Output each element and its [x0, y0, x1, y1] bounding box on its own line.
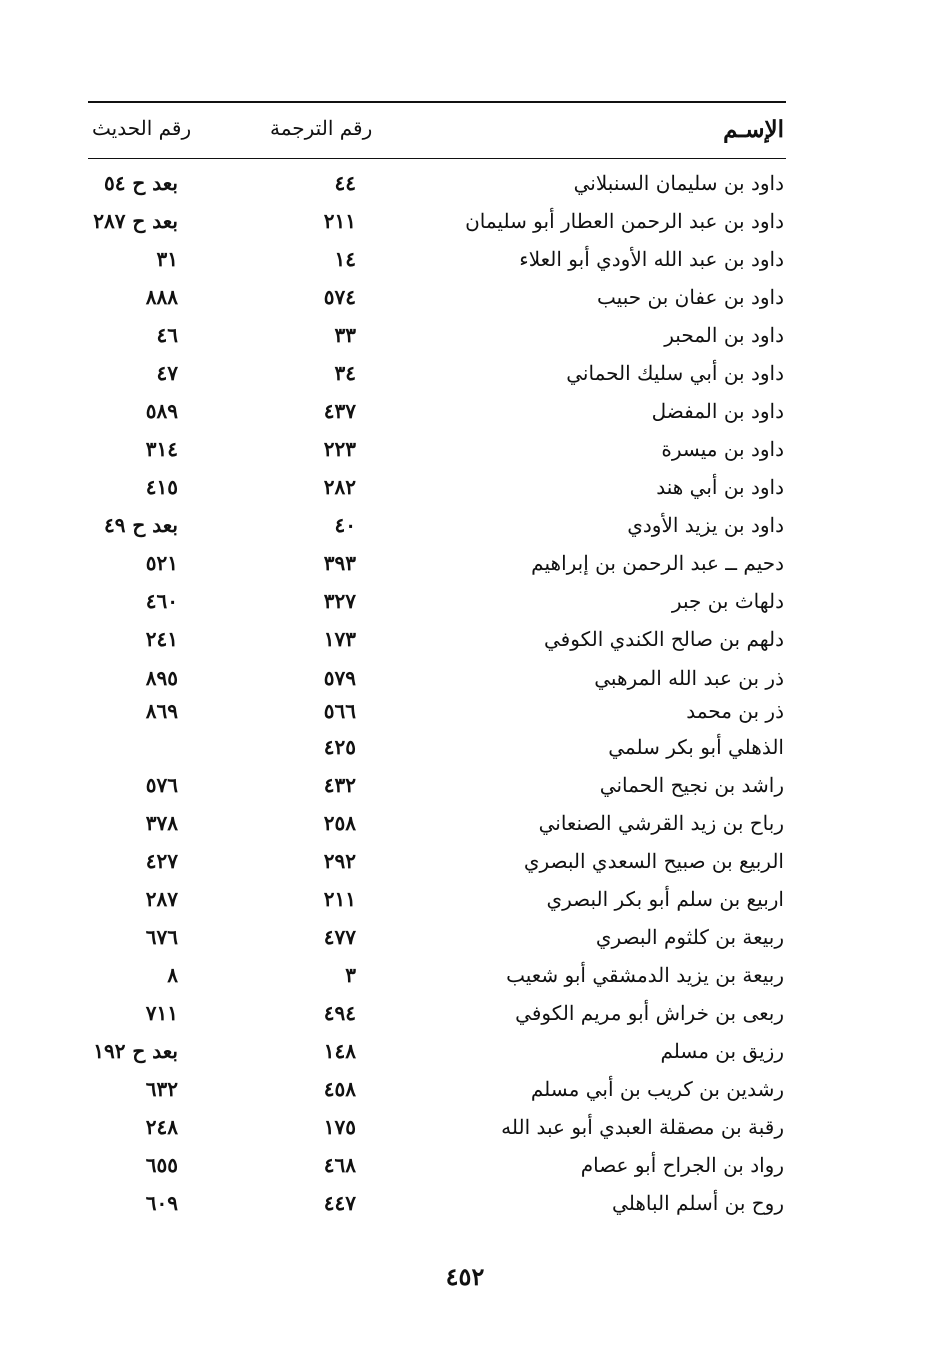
hadith-number: ٦٠٩ — [145, 1191, 178, 1215]
table-row — [0, 510, 930, 540]
narrator-name: داود بن يزيد الأودي — [627, 513, 784, 537]
table-row — [0, 696, 930, 726]
table-row — [0, 922, 930, 952]
tarjama-number: ٢٢٣ — [323, 437, 356, 461]
hadith-number: بعد ح ٢٨٧ — [93, 209, 178, 233]
hadith-number: ٢٤٨ — [145, 1115, 178, 1139]
table-row — [0, 206, 930, 236]
narrator-name: داود بن عفان بن حبيب — [597, 285, 784, 309]
table-row — [0, 1150, 930, 1180]
table-row — [0, 998, 930, 1028]
tarjama-number: ٤٩٤ — [323, 1001, 356, 1025]
hadith-number: ٤٦ — [156, 323, 178, 347]
hadith-number: ٥٨٩ — [145, 399, 178, 423]
table-row — [0, 396, 930, 426]
narrator-name: روح بن أسلم الباهلي — [612, 1191, 784, 1215]
tarjama-number: ٤٢٥ — [323, 735, 356, 759]
hadith-number: ٤٧ — [156, 361, 178, 385]
tarjama-number: ٣ — [345, 963, 356, 987]
tarjama-number: ٢١١ — [323, 887, 356, 911]
narrator-name: داود بن أبي هند — [656, 475, 784, 499]
narrator-name: ذر بن عبد الله المرهبي — [594, 666, 784, 690]
table-row — [0, 663, 930, 693]
hadith-number: ٢٤١ — [145, 627, 178, 651]
narrator-name: ذر بن محمد — [686, 699, 784, 723]
table-row — [0, 846, 930, 876]
hadith-number: ٥٢١ — [145, 551, 178, 575]
hadith-number: ٨٦٩ — [145, 699, 178, 723]
hadith-number: ٨٨٨ — [145, 285, 178, 309]
tarjama-number: ٤٣٢ — [323, 773, 356, 797]
narrator-name: داود بن ميسرة — [661, 437, 784, 461]
table-row — [0, 282, 930, 312]
tarjama-number: ٤٦٨ — [323, 1153, 356, 1177]
narrator-name: دحيم ــ عبد الرحمن بن إبراهيم — [531, 551, 784, 575]
narrator-name: دلهاث بن جبر — [671, 589, 784, 613]
tarjama-number: ٤٥٨ — [323, 1077, 356, 1101]
narrator-name: رباح بن زيد القرشي الصنعاني — [538, 811, 784, 835]
hadith-number: ٦٥٥ — [145, 1153, 178, 1177]
narrator-name: داود بن عبد الرحمن العطار أبو سليمان — [465, 209, 784, 233]
tarjama-number: ٢٨٢ — [323, 475, 356, 499]
hadith-number: ٥٧٦ — [145, 773, 178, 797]
narrator-name: داود بن المفضل — [651, 399, 784, 423]
header-name: الإسـم — [723, 116, 784, 143]
narrator-name: الذهلي أبو بكر سلمي — [608, 735, 784, 759]
header-hadith-number: رقم الحديث — [92, 116, 192, 140]
header-tarjama-number: رقم الترجمة — [270, 116, 373, 140]
narrator-name: ربيعة بن يزيد الدمشقي أبو شعيب — [506, 963, 784, 987]
tarjama-number: ٤٣٧ — [323, 399, 356, 423]
table-row — [0, 1188, 930, 1218]
tarjama-number: ٤٧٧ — [323, 925, 356, 949]
table-row — [0, 1036, 930, 1066]
narrator-name: داود بن أبي سليك الحماني — [566, 361, 784, 385]
narrator-name: راشد بن نجيح الحماني — [599, 773, 784, 797]
narrator-name: داود بن عبد الله الأودي أبو العلاء — [519, 247, 784, 271]
hadith-number: ٤٦٠ — [145, 589, 178, 613]
narrator-name: الربيع بن صبيح السعدي البصري — [523, 849, 784, 873]
tarjama-number: ٥٧٩ — [323, 666, 356, 690]
table-row — [0, 732, 930, 762]
table-row — [0, 1074, 930, 1104]
table-row — [0, 434, 930, 464]
tarjama-number: ٣٢٧ — [323, 589, 356, 613]
hadith-number: ٨٩٥ — [145, 666, 178, 690]
table-row — [0, 624, 930, 654]
narrator-name: ربعى بن خراش أبو مريم الكوفي — [515, 1001, 784, 1025]
narrator-name: رقبة بن مصقلة العبدي أبو عبد الله — [501, 1115, 784, 1139]
hadith-number: ٣١ — [156, 247, 178, 271]
tarjama-number: ٤٤ — [334, 171, 356, 195]
tarjama-number: ٢٥٨ — [323, 811, 356, 835]
tarjama-number: ١٧٥ — [323, 1115, 356, 1139]
table-row — [0, 884, 930, 914]
hadith-number: ٢٨٧ — [145, 887, 178, 911]
narrator-name: رزيق بن مسلم — [660, 1039, 784, 1063]
narrator-name: دلهم بن صالح الكندي الكوفي — [544, 627, 784, 651]
table-row — [0, 960, 930, 990]
narrator-name: اربيع بن سلم أبو بكر البصري — [546, 887, 784, 911]
table-row — [0, 1112, 930, 1142]
tarjama-number: ٣٩٣ — [323, 551, 356, 575]
hadith-number: ٤٢٧ — [145, 849, 178, 873]
narrator-name: رواد بن الجراح أبو عصام — [580, 1153, 784, 1177]
tarjama-number: ٢٩٢ — [323, 849, 356, 873]
hadith-number: ٤١٥ — [145, 475, 178, 499]
tarjama-number: ١٧٣ — [323, 627, 356, 651]
table-row — [0, 586, 930, 616]
hadith-number: بعد ح ٥٤ — [103, 171, 178, 195]
tarjama-number: ١٤٨ — [323, 1039, 356, 1063]
page-number: ٤٥٢ — [445, 1262, 485, 1291]
table-row — [0, 320, 930, 350]
table-row — [0, 548, 930, 578]
tarjama-number: ٣٤ — [334, 361, 356, 385]
tarjama-number: ٥٧٤ — [323, 285, 356, 309]
table-row — [0, 168, 930, 198]
tarjama-number: ٤٠ — [334, 513, 356, 537]
table-row — [0, 808, 930, 838]
hadith-number: ٨ — [167, 963, 178, 987]
hadith-number: ٦٣٢ — [145, 1077, 178, 1101]
narrator-name: رشدين بن كريب بن أبي مسلم — [530, 1077, 784, 1101]
hadith-number: ٦٧٦ — [145, 925, 178, 949]
tarjama-number: ٤٤٧ — [323, 1191, 356, 1215]
tarjama-number: ٥٦٦ — [323, 699, 356, 723]
tarjama-number: ٣٣ — [334, 323, 356, 347]
narrator-name: ربيعة بن كلثوم البصري — [595, 925, 784, 949]
hadith-number: بعد ح ١٩٢ — [93, 1039, 178, 1063]
table-row — [0, 244, 930, 274]
hadith-number: ٣١٤ — [145, 437, 178, 461]
hadith-number: بعد ح ٤٩ — [103, 513, 178, 537]
tarjama-number: ١٤ — [334, 247, 356, 271]
table-row — [0, 358, 930, 388]
narrator-name: داود بن سليمان السنبلاني — [573, 171, 784, 195]
table-row — [0, 770, 930, 800]
narrator-name: داود بن المحبر — [664, 323, 784, 347]
hadith-number: ٧١١ — [145, 1001, 178, 1025]
hadith-number: ٣٧٨ — [145, 811, 178, 835]
tarjama-number: ٢١١ — [323, 209, 356, 233]
table-row — [0, 472, 930, 502]
